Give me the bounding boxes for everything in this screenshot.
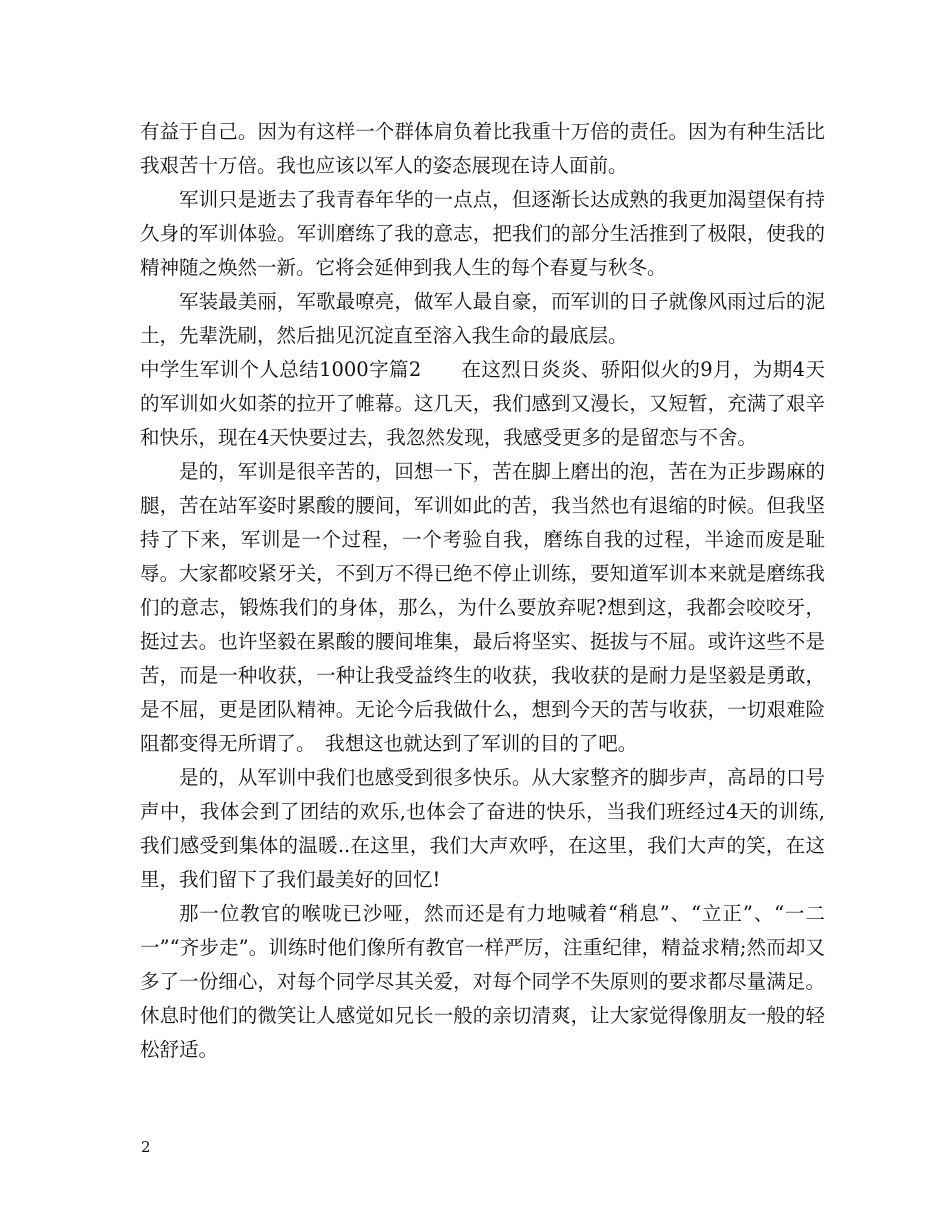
paragraph-2: 军训只是逝去了我青春年华的一点点，但逐渐长达成熟的我更加渴望保有持久身的军训体验。军训磨练了我的意志，把我们的部分生活推到了极限，使我的精神随之焕然一新。它将会延伸到我人生的每个春夏与秋冬。 [140,188,825,279]
paragraph-3: 军装最美丽，军歌最嘹亮，做军人最自豪，而军训的日子就像风雨过后的泥土，先辈洗刷，然后拙见沉淀直至溶入我生命的最底层。 [140,290,825,347]
section-heading-paragraph: 中学生军训个人总结1000字篇2 在这烈日炎炎、骄阳似火的9月，为期4天的军训如火如荼的拉开了帷幕。这几天，我们感到又漫长，又短暂，充满了艰辛和快乐，现在4天快要过去，我忽然发现，我感受更多的是留恋与不舍。 [140,358,825,449]
document-body [140,115,825,1067]
page-number: 2 [141,1138,151,1156]
paragraph-1: 有益于自己。因为有这样一个群体肩负着比我重十万倍的责任。因为有种生活比我艰苦十万倍。我也应该以军人的姿态展现在诗人面前。 [140,120,825,177]
paragraph-6: 是的，从军训中我们也感受到很多快乐。从大家整齐的脚步声，高昂的口号声中，我体会到了团结的欢乐,也体会了奋进的快乐，当我们班经过4天的训练,我们感受到集体的温暖..在这里，我们大声欢呼，在这里，我们大声的笑，在这里，我们留下了我们最美好的回忆! [140,766,825,891]
paragraph-7: 那一位教官的喉咙已沙哑，然而还是有力地喊着“稍息”、“立正”、“一二一”“齐步走”。训练时他们像所有教官一样严厉，注重纪律，精益求精;然而却又多了一份细心，对每个同学尽其关爱，对每个同学不失原则的要求都尽量满足。休息时他们的微笑让人感觉如兄长一般的亲切清爽，让大家觉得像朋友一般的轻松舒适。 [140,902,825,1061]
paragraph-5: 是的，军训是很辛苦的，回想一下，苦在脚上磨出的泡，苦在为正步踢麻的腿，苦在站军姿时累酸的腰间，军训如此的苦，我当然也有退缩的时候。但我坚持了下来，军训是一个过程，一个考验自我，磨练自我的过程，半途而废是耻辱。大家都咬紧牙关，不到万不得已绝不停止训练，要知道军训本来就是磨练我们的意志，锻炼我们的身体，那么，为什么要放弃呢?想到这，我都会咬咬牙，挺过去。也许坚毅在累酸的腰间堆集，最后将坚实、挺拔与不屈。或许这些不是苦，而是一种收获，一种让我受益终生的收获，我收获的是耐力是坚毅是勇敢，是不屈，更是团队精神。无论今后我做什么，想到今天的苦与收获，一切艰难险阻都变得无所谓了。 我想这也就达到了军训的目的了吧。 [140,460,825,755]
